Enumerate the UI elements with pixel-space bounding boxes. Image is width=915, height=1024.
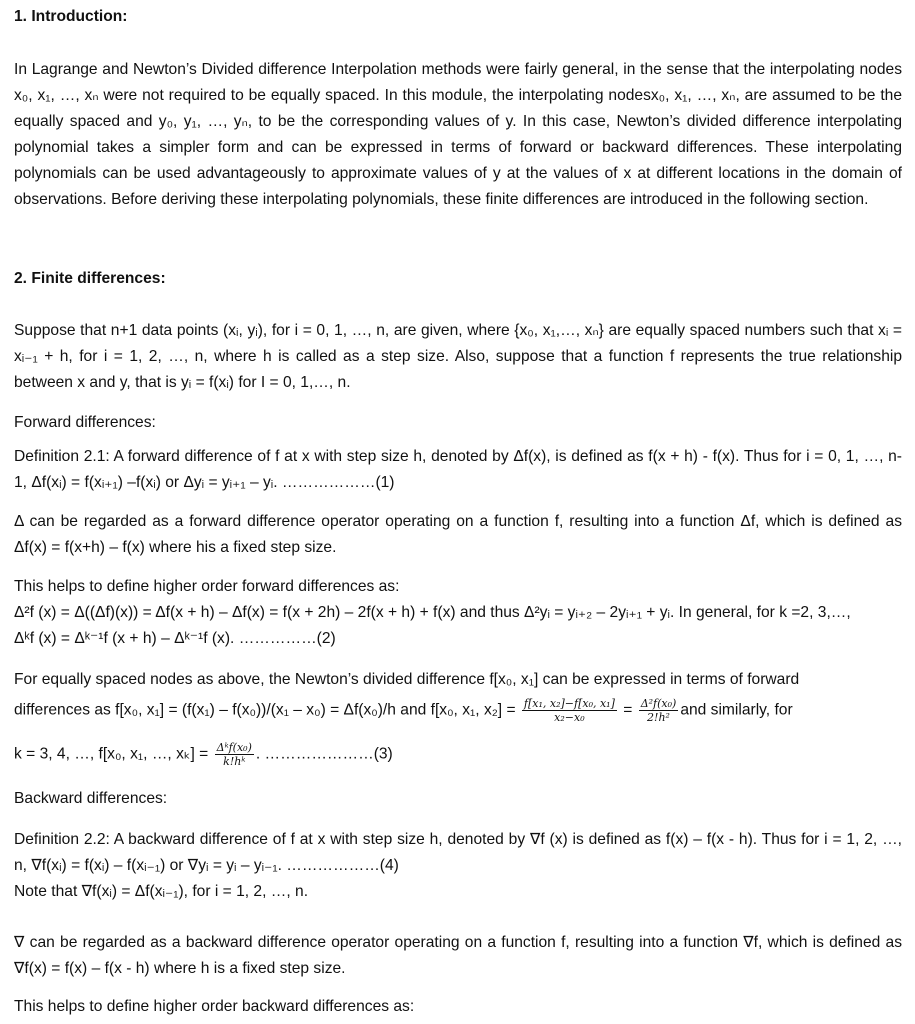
fraction-denominator: k!hᵏ: [223, 755, 246, 768]
higher-forward-line-1: Δ²f (x) = Δ((Δf)(x)) = Δf(x + h) – Δf(x) = f(x + 2h) – 2f(x + h) + f(x) and thus Δ²yᵢ = yᵢ₊₂ – 2yᵢ₊₁ + yᵢ. In general, for k =2, 3,…,: [14, 604, 851, 621]
fraction-numerator: Δᵏf(x₀): [216, 741, 252, 754]
heading-introduction: 1. Introduction:: [14, 8, 128, 25]
nabla-operator-paragraph: ∇ can be regarded as a backward difference operator operating on a function f, resulting into a function ∇f, which is defined as ∇f(x) = f(x) – f(x - h) where h is a fixed step size.: [14, 934, 902, 977]
backward-differences-label: Backward differences:: [14, 790, 168, 807]
equal-nodes-line-2-text: differences as f[x₀, x₁] = (f(x₁) – f(x₀))/(x₁ – x₀) = Δf(x₀)/h and f[x₀, x₁, x₂] =: [14, 701, 516, 719]
equals-sign: =: [623, 701, 633, 719]
fraction-denominator: x₂−x₀: [554, 711, 585, 724]
fraction-numerator: f[x₁, x₂]−f[x₀, x₁]: [523, 697, 615, 710]
forward-differences-label: Forward differences:: [14, 414, 156, 431]
definition-2-1: Definition 2.1: A forward difference of f at x with step size h, denoted by Δf(x), is defined as f(x + h) - f(x). Thus for i = 0, 1, …, n-1, Δf(xᵢ) = f(xᵢ₊₁) –f(xᵢ) or Δyᵢ = yᵢ₊₁ – yᵢ. ………………(1): [14, 448, 902, 491]
higher-forward-line-2: Δᵏf (x) = Δᵏ⁻¹f (x + h) – Δᵏ⁻¹f (x). ……………(2): [14, 630, 336, 647]
finite-differences-paragraph: Suppose that n+1 data points (xᵢ, yᵢ), for i = 0, 1, …, n, are given, where {x₀, x₁,…, xₙ} are equally spaced numbers such that xᵢ = xᵢ₋₁ + h, for i = 1, 2, …, n, where h is called as a step size. Also, suppose that a function f represents the true relationship between x and y, that is yᵢ = f(xᵢ) for I = 0, 1,…, n.: [14, 322, 902, 391]
delta-operator-paragraph: Δ can be regarded as a forward difference operator operating on a function f, resulting into a function Δf, which is defined as Δf(x) = f(x+h) – f(x) where his a fixed step size.: [14, 513, 902, 556]
higher-backward-intro: This helps to define higher order backward differences as:: [14, 998, 415, 1015]
fraction-divided-difference: [522, 697, 617, 724]
note-line: Note that ∇f(xᵢ) = Δf(xᵢ₋₁), for i = 1, 2, …, n.: [14, 883, 309, 900]
fraction-kth-difference: [215, 741, 254, 768]
fraction-denominator: 2!h²: [647, 711, 670, 724]
heading-finite-differences: 2. Finite differences:: [14, 270, 166, 287]
definition-2-2: Definition 2.2: A backward difference of f at x with step size h, denoted by ∇f (x) is defined as f(x) – f(x - h). Thus for i = 1, 2, …, n, ∇f(xᵢ) = f(xᵢ) – f(xᵢ₋₁) or ∇yᵢ = yᵢ – yᵢ₋₁. ………………(4): [14, 831, 902, 874]
higher-forward-intro: This helps to define higher order forward differences as:: [14, 578, 400, 595]
equal-nodes-line-3-tail: . …………………(3): [255, 745, 393, 763]
equal-nodes-line-2: [14, 697, 902, 724]
equal-nodes-line-2-tail: and similarly, for: [680, 701, 793, 719]
equal-nodes-line-3-text: k = 3, 4, …, f[x₀, x₁, …, xₖ] =: [14, 745, 209, 763]
equal-nodes-line-3: [14, 741, 902, 768]
equal-nodes-line-1: For equally spaced nodes as above, the Newton’s divided difference f[x₀, x₁] can be expressed in terms of forward: [14, 671, 800, 688]
introduction-paragraph: In Lagrange and Newton’s Divided difference Interpolation methods were fairly general, in the sense that the interpolating nodes x₀, x₁, …, xₙ were not required to be equally spaced. In this module, the interpolating nodesx₀, x₁, …, xₙ, are assumed to be the equally spaced and y₀, y₁, …, yₙ, to be the corresponding values of y. In this case, Newton’s divided difference interpolating polynomial takes a simpler form and can be expressed in terms of forward or backward differences. These interpolating polynomials can be used advantageously to approximate values of y at the values of x at different locations in the domain of observations. Before deriving these interpolating polynomials, these finite differences are introduced in the following section.: [14, 61, 902, 208]
fraction-second-difference: [639, 697, 679, 724]
fraction-numerator: Δ²f(x₀): [640, 697, 677, 710]
